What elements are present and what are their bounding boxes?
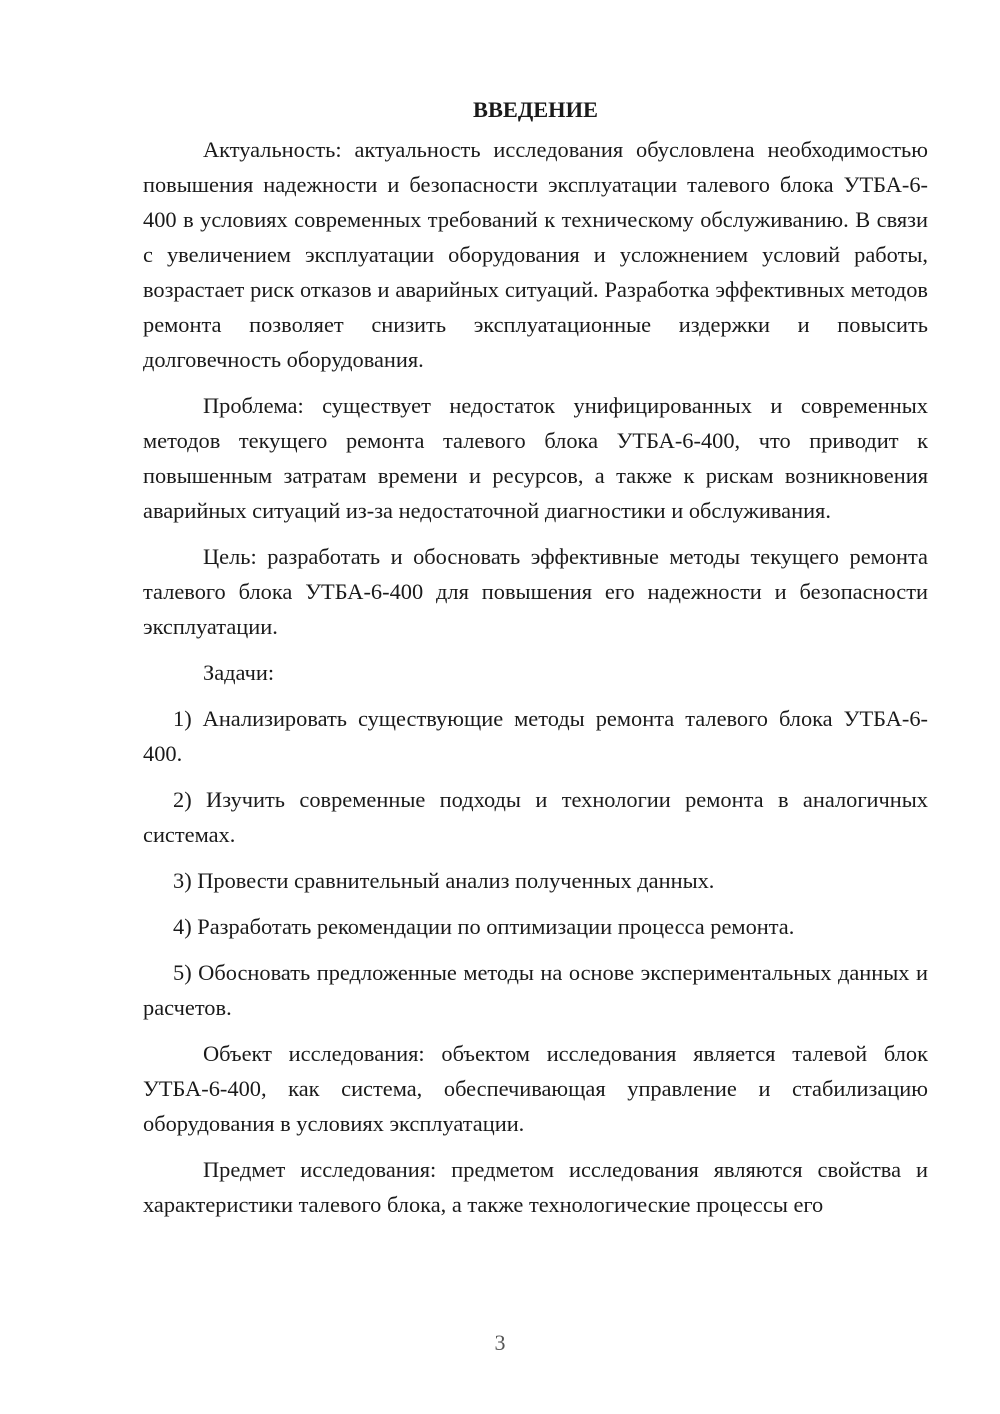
task-item-5: 5) Обосновать предложенные методы на основе экспериментальных данных и расчетов. (143, 960, 928, 1020)
task-item-4: 4) Разработать рекомендации по оптимизации процесса ремонта. (173, 914, 795, 939)
task-item-3: 3) Провести сравнительный анализ полученных данных. (173, 868, 715, 893)
paragraph-object: Объект исследования: объектом исследования является талевой блок УТБА-6-400, как система, обеспечивающая управление и стабилизацию оборудования в условиях эксплуатации. (143, 1041, 928, 1136)
paragraph-relevance: Актуальность: актуальность исследования обусловлена необходимостью повышения надежности и безопасности эксплуатации талевого блока УТБА-6-400 в условиях современных требований к техническому обслуживанию. В связи с увеличением эксплуатации оборудования и усложнением условий работы, возрастает риск отказов и аварийных ситуаций. Разработка эффективных методов ремонта позволяет снизить эксплуатационные издержки и повысить долговечность оборудования. (143, 137, 928, 372)
task-item-1: 1) Анализировать существующие методы ремонта талевого блока УТБА-6-400. (143, 706, 928, 766)
paragraph-subject: Предмет исследования: предметом исследования являются свойства и характеристики талевого блока, а также технологические процессы его (143, 1157, 928, 1217)
page-content (143, 92, 928, 1233)
tasks-heading: Задачи: (203, 660, 275, 685)
paragraph-goal: Цель: разработать и обосновать эффективные методы текущего ремонта талевого блока УТБА-6-400 для повышения его надежности и безопасности эксплуатации. (143, 544, 928, 639)
paragraph-problem: Проблема: существует недостаток унифицированных и современных методов текущего ремонта талевого блока УТБА-6-400, что приводит к повышенным затратам времени и ресурсов, а также к рискам возникновения аварийных ситуаций из-за недостаточной диагностики и обслуживания. (143, 393, 928, 523)
page-number: 3 (494, 1330, 506, 1355)
task-item-2: 2) Изучить современные подходы и технологии ремонта в аналогичных системах. (143, 787, 928, 847)
page-title: ВВЕДЕНИЕ (473, 97, 598, 122)
